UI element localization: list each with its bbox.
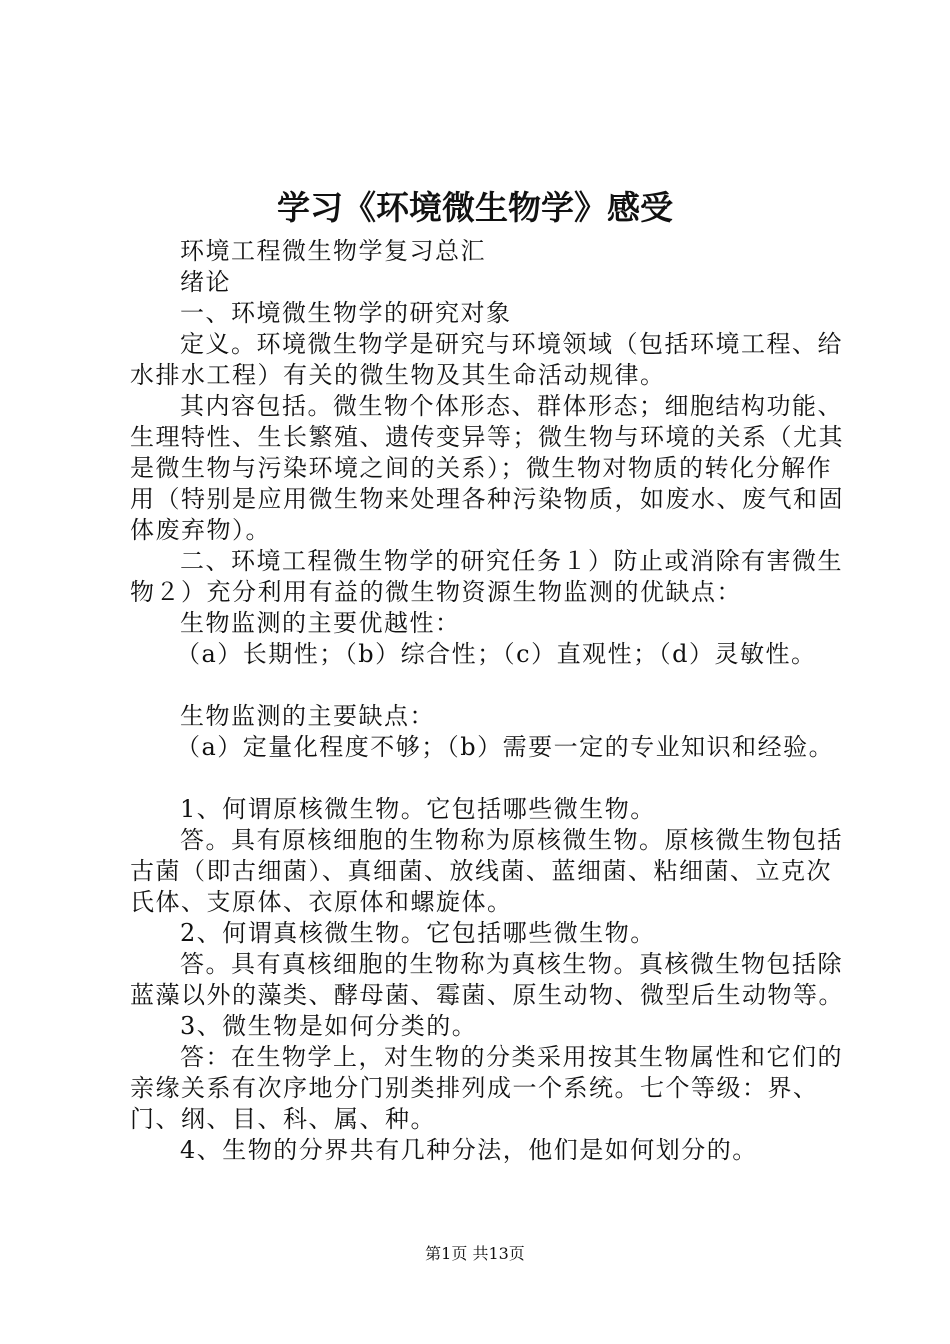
paragraph: 4、生物的分界共有几种分法，他们是如何划分的。	[180, 1136, 758, 1164]
paragraph: 环境工程微生物学复习总汇	[180, 237, 486, 265]
page-footer: 第1页 共13页	[425, 1244, 525, 1263]
paragraph: 其内容包括。微生物个体形态、群体形态；细胞结构功能、生理特性、生长繁殖、遗传变异等；微生物与环境的关系（尤其是微生物与污染环境之间的关系）；微生物对物质的转化分解作用（特别是应用微生物来处理各种污染物质，如废水、废气和固体废弃物）。	[130, 392, 844, 544]
paragraph: 答。具有真核细胞的生物称为真核生物。真核微生物包括除蓝藻以外的藻类、酵母菌、霉菌、原生动物、微型后生动物等。	[130, 950, 844, 1009]
paragraph: 1、何谓原核微生物。它包括哪些微生物。	[180, 795, 656, 823]
paragraph: 答：在生物学上，对生物的分类采用按其生物属性和它们的亲缘关系有次序地分门别类排列成一个系统。七个等级：界、门、纲、目、科、属、种。	[130, 1043, 843, 1133]
paragraph: 定义。环境微生物学是研究与环境领域（包括环境工程、给水排水工程）有关的微生物及其生命活动规律。	[130, 330, 843, 389]
paragraph: 绪论	[180, 268, 231, 296]
paragraph: 3、微生物是如何分类的。	[180, 1012, 478, 1040]
page-title: 学习《环境微生物学》感受	[277, 188, 673, 227]
paragraph: 生物监测的主要缺点：	[180, 702, 435, 730]
paragraph: 生物监测的主要优越性：	[180, 609, 461, 637]
paragraph: 答。具有原核细胞的生物称为原核微生物。原核微生物包括古菌（即古细菌）、真细菌、放线菌、蓝细菌、粘细菌、立克次氏体、支原体、衣原体和螺旋体。	[130, 826, 843, 916]
paragraph: （a）定量化程度不够；（b）需要一定的专业知识和经验。	[176, 733, 835, 761]
document-body	[130, 236, 855, 1166]
paragraph: （a）长期性；（b）综合性；（c）直观性；（d）灵敏性。	[176, 640, 817, 668]
paragraph: 一、环境微生物学的研究对象	[180, 299, 512, 327]
paragraph: 二、环境工程微生物学的研究任务１）防止或消除有害微生物２）充分利用有益的微生物资源生物监测的优缺点：	[130, 547, 843, 606]
paragraph: 2、何谓真核微生物。它包括哪些微生物。	[180, 919, 656, 947]
